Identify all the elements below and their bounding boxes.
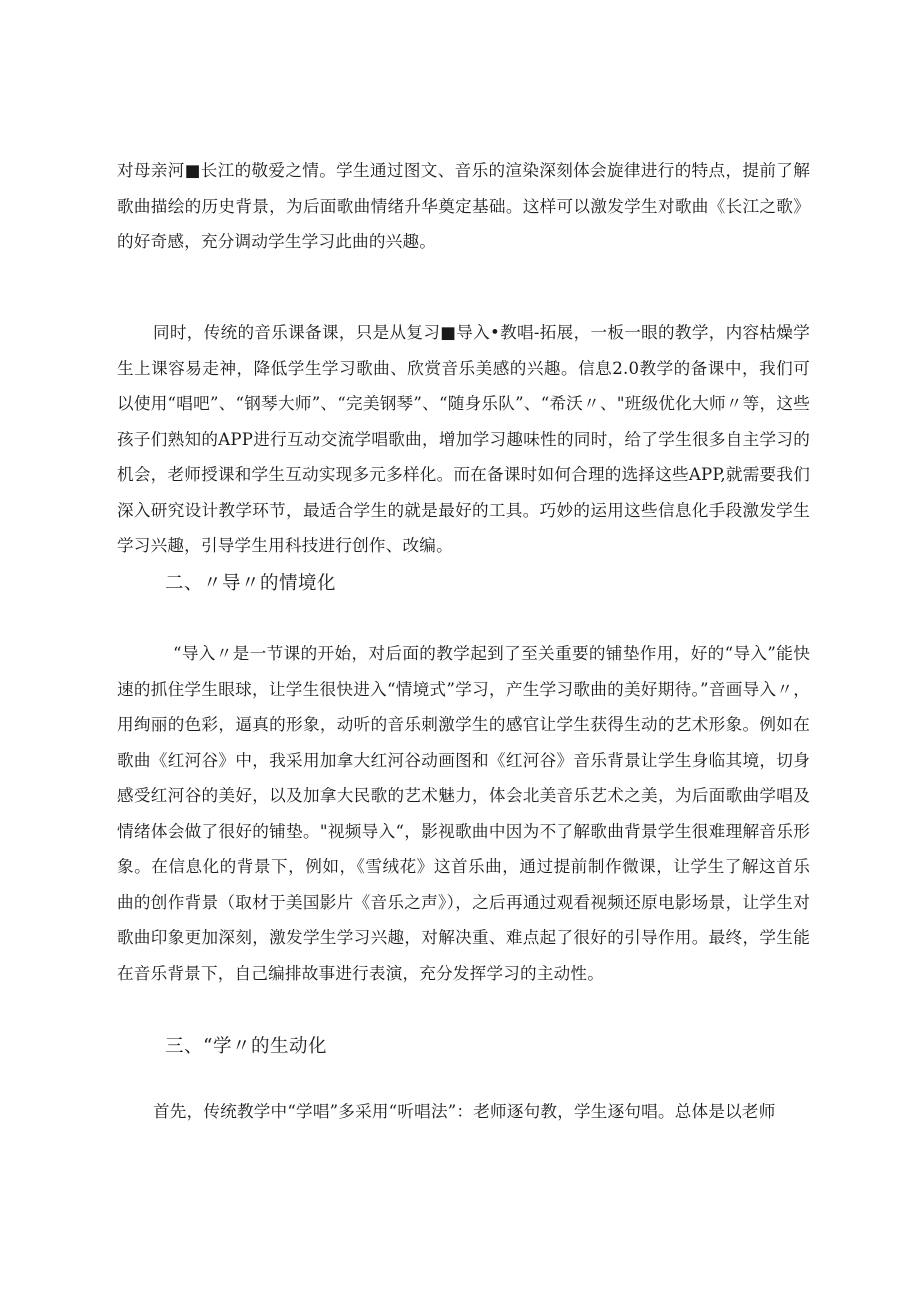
body-paragraph: “导入〃是一节课的开始，对后面的教学起到了至关重要的铺垫作用，好的“导入”能快速的抓住学生眼球，让学生很快进入“情境式”学习，产生学习歌曲的美好期待。”音画导入〃，用绚丽的色彩，逼真的形象，动听的音乐刺激学生的感官让学生获得生动的艺术形象。例如在歌曲《红河谷》中，我采用加拿大红河谷动画图和《红河谷》音乐背景让学生身临其境，切身感受红河谷的美好，以及加拿大民歌的艺术魅力，体会北美音乐艺术之美，为后面歌曲学唱及情绪体会做了很好的铺垫。"视频导入“，影视歌曲中因为不了解歌曲背景学生很难理解音乐形象。在信息化的背景下，例如，《雪绒花》这首乐曲，通过提前制作微课，让学生了解这首乐曲的创作背景（取材于美国影片《音乐之声》），之后再通过观看视频还原电影场景，让学生对歌曲印象更加深刻，激发学生学习兴趣，对解决重、难点起了很好的引导作用。最终，学生能在音乐背景下，自己编排故事进行表演，充分发挥学习的主动性。	[117, 644, 810, 983]
body-paragraph: 同时，传统的音乐课备课，只是从复习■导入•教唱-拓展，一板一眼的教学，内容枯燥学生上课容易走神，降低学生学习歌曲、欣赏音乐美感的兴趣。信息2.0教学的备课中，我们可以使用“唱吧”、“钢琴大师”、“完美钢琴”、“随身乐队”、“希沃〃、"班级优化大师〃等，这些孩子们熟知的APP进行互动交流学唱歌曲，增加学习趣味性的同时，给了学生很多自主学习的机会，老师授课和学生互动实现多元多样化。而在备课时如何合理的选择这些APP,就需要我们深入研究设计教学环节，最适合学生的就是最好的工具。巧妙的运用这些信息化手段激发学生学习兴趣，引导学生用科技进行创作、改编。	[117, 323, 810, 555]
section-heading: 三、“学〃的生动化	[165, 1036, 327, 1057]
body-paragraph: 对母亲河■长江的敬爱之情。学生通过图文、音乐的渲染深刻体会旋律进行的特点，提前了解歌曲描绘的历史背景，为后面歌曲情绪升华奠定基础。这样可以激发学生对歌曲《长江之歌》的好奇感，充分调动学生学习此曲的兴趣。	[117, 161, 810, 251]
body-paragraph: 首先，传统教学中“学唱”多采用“听唱法”：老师逐句教，学生逐句唱。总体是以老师	[153, 1102, 776, 1121]
section-heading: 二、〃导〃的情境化	[165, 573, 337, 594]
